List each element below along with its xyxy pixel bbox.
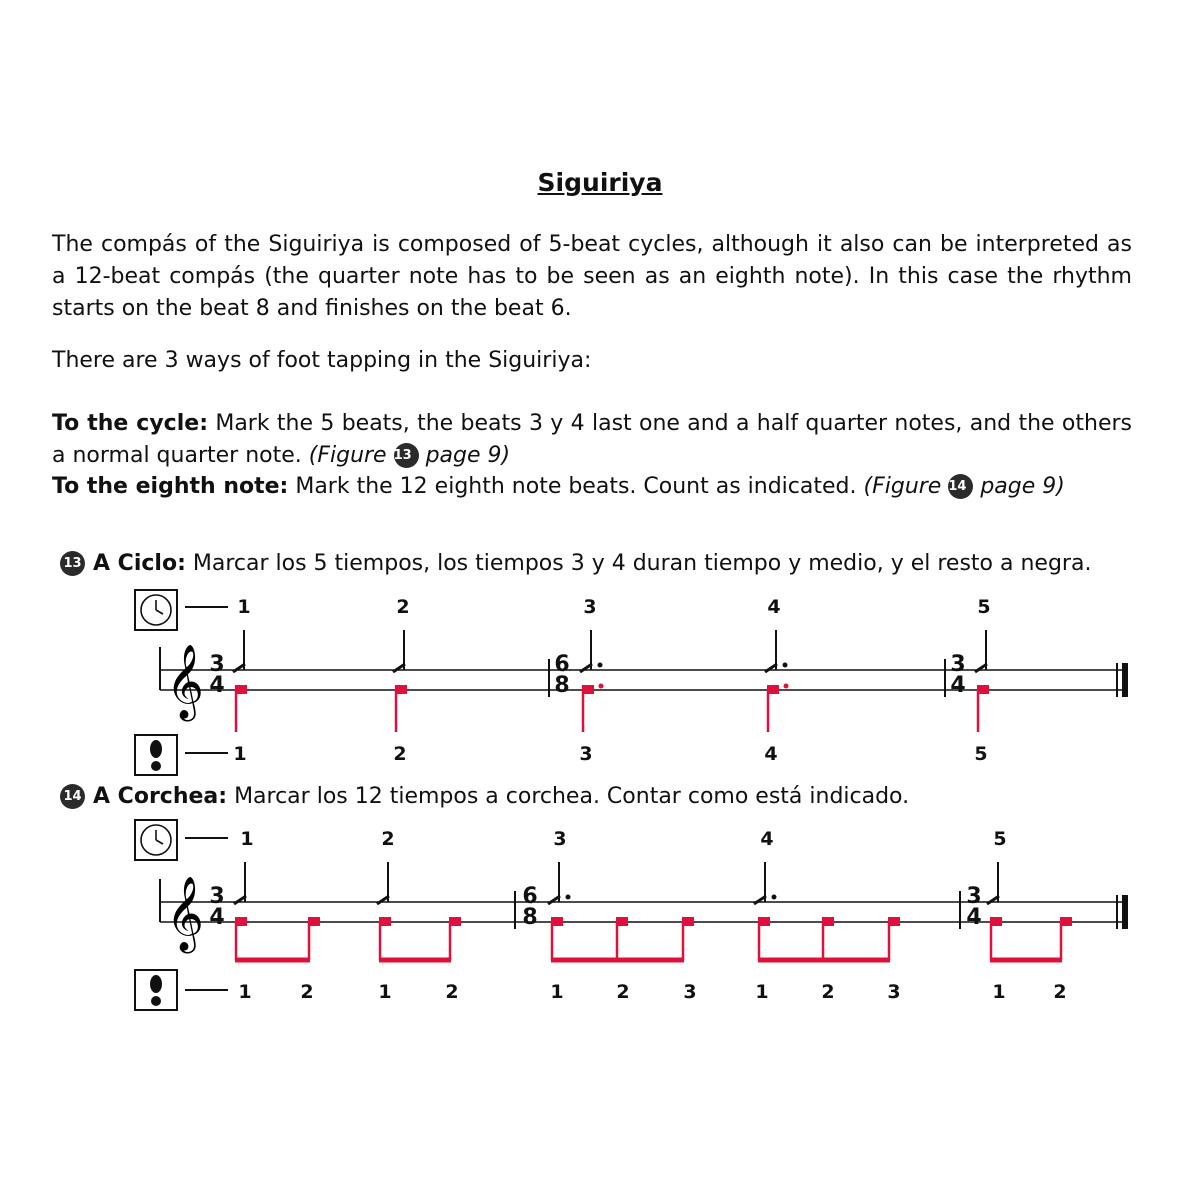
footprint-icon (135, 735, 177, 775)
notes (233, 630, 989, 732)
dot (772, 895, 777, 900)
time-signature-numerator: 3 (950, 652, 966, 677)
foot-count: 1 (238, 981, 252, 1003)
eighth-label: To the eighth note: (52, 474, 289, 499)
clock-count: 5 (993, 828, 1007, 850)
time-signature-numerator: 3 (966, 884, 982, 909)
clock-count: 3 (583, 596, 597, 618)
clock-count: 3 (553, 828, 567, 850)
counts (238, 828, 1066, 1003)
foot-count: 5 (974, 743, 988, 765)
eighth-paragraph (52, 471, 1132, 503)
intro-paragraph: The compás of the Siguiriya is composed of 5-beat cycles, although it also can be interpreted as a 12-beat compás (the quarter note has to be seen as an eighth note). In this case the rhythm starts on the beat 8 and finishes on the beat 6. (52, 232, 1132, 321)
foot-count: 2 (821, 981, 835, 1003)
foot-count: 4 (764, 743, 778, 765)
figure-13-caption (60, 548, 1160, 580)
time-signature-denominator: 8 (522, 905, 538, 930)
time-signature-denominator: 8 (554, 673, 570, 698)
foot-count: 1 (233, 743, 247, 765)
figure-14-notation (0, 815, 1200, 1015)
foot-count: 2 (616, 981, 630, 1003)
foot-count: 1 (992, 981, 1006, 1003)
figure-14-caption (60, 781, 1160, 813)
ways-paragraph: There are 3 ways of foot tapping in the Siguiriya: (52, 348, 592, 373)
clock-icon (135, 590, 177, 630)
foot-count: 1 (550, 981, 564, 1003)
figure-number-badge: 13 (394, 443, 419, 468)
footprint-icon (135, 970, 177, 1010)
figure-13-text: Marcar los 5 tiempos, los tiempos 3 y 4 duran tiempo y medio, y el resto a negra. (192, 551, 1092, 576)
dot (566, 895, 571, 900)
counts (233, 596, 990, 765)
figure-14-label: A Corchea: (93, 784, 228, 809)
dot (599, 684, 604, 689)
dot (783, 663, 788, 668)
time-signature-numerator: 3 (209, 884, 225, 909)
clock-count: 4 (760, 828, 774, 850)
time-signature-numerator: 6 (554, 652, 570, 677)
clock-count: 2 (396, 596, 410, 618)
foot-count: 2 (393, 743, 407, 765)
figure-number-badge: 14 (60, 784, 85, 809)
figure-13-notation (0, 585, 1200, 780)
notes (234, 862, 1072, 960)
figure-13-label: A Ciclo: (93, 551, 186, 576)
clock-count: 4 (767, 596, 781, 618)
foot-count: 2 (445, 981, 459, 1003)
time-signature-denominator: 4 (209, 905, 225, 930)
dot (784, 684, 789, 689)
treble-clef-icon: 𝄞 (166, 645, 204, 719)
foot-count: 1 (378, 981, 392, 1003)
time-signature-denominator: 4 (966, 905, 982, 930)
foot-count: 3 (579, 743, 593, 765)
eighth-text: Mark the 12 eighth note beats. Count as indicated. (295, 474, 857, 499)
foot-count: 3 (683, 981, 697, 1003)
treble-clef-icon: 𝄞 (166, 877, 204, 951)
clock-count: 2 (381, 828, 395, 850)
foot-count: 3 (887, 981, 901, 1003)
cycle-paragraph (52, 408, 1132, 472)
clock-icon (135, 820, 177, 860)
page-title: Siguiriya (537, 168, 663, 197)
figure-number-badge: 13 (60, 551, 85, 576)
foot-count: 1 (755, 981, 769, 1003)
clock-count: 1 (237, 596, 251, 618)
clock-count: 5 (977, 596, 991, 618)
cycle-label: To the cycle: (52, 411, 208, 436)
time-signature-numerator: 3 (209, 652, 225, 677)
time-signature-denominator: 4 (950, 673, 966, 698)
figure-14-text: Marcar los 12 tiempos a corchea. Contar como está indicado. (234, 784, 910, 809)
time-signatures (209, 884, 981, 930)
time-signature-denominator: 4 (209, 673, 225, 698)
eighth-figure-ref: (Figure 14 page 9) (863, 474, 1065, 499)
clock-count: 1 (240, 828, 254, 850)
cycle-figure-ref: (Figure 13 page 9) (308, 443, 511, 468)
dot (598, 663, 603, 668)
foot-count: 2 (300, 981, 314, 1003)
foot-count: 2 (1053, 981, 1067, 1003)
time-signature-numerator: 6 (522, 884, 538, 909)
figure-number-badge: 14 (948, 474, 973, 499)
cycle-text: Mark the 5 beats, the beats 3 y 4 last one and a half quarter notes, and the others a normal quarter note. (52, 411, 1132, 468)
